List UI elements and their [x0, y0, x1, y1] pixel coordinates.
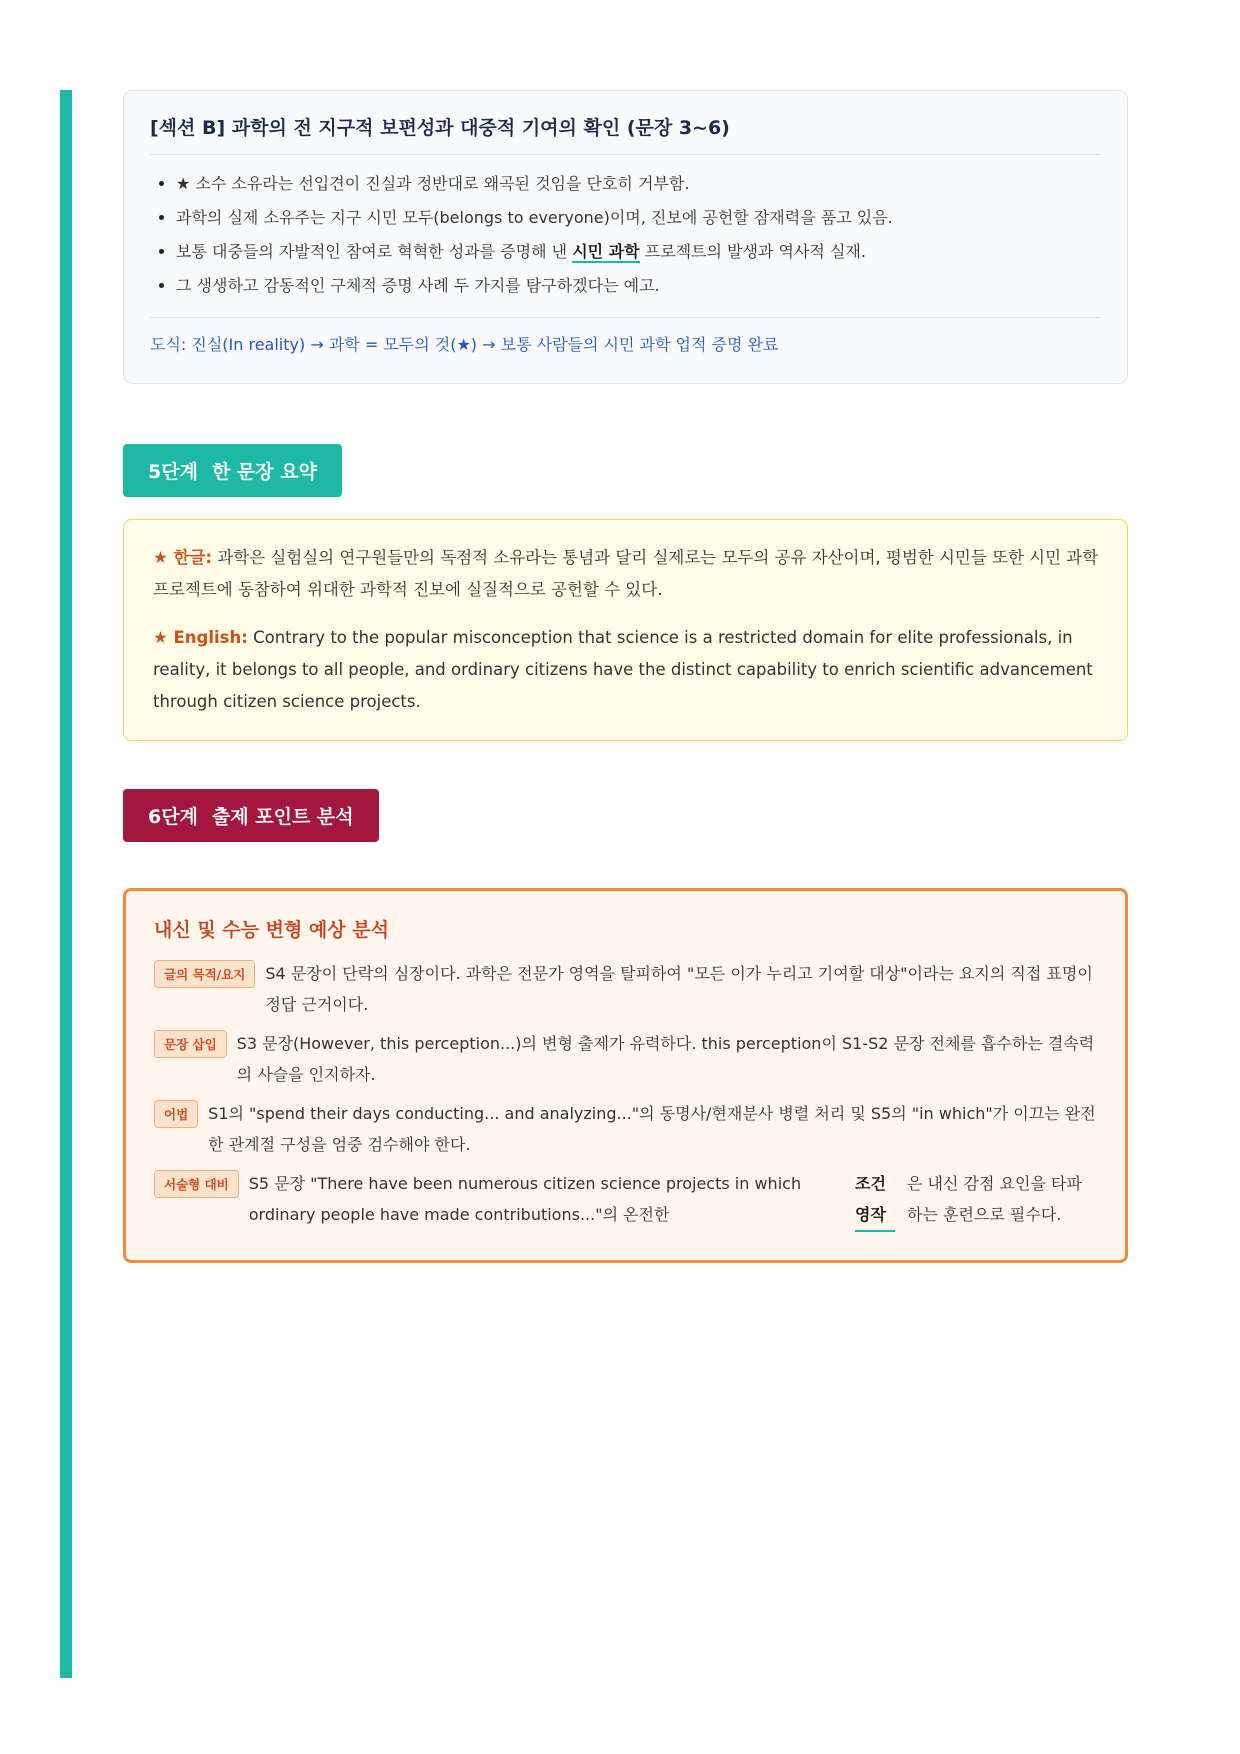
highlight-term: 조건 영작 — [855, 1168, 895, 1232]
korean-text: 과학은 실험실의 연구원들만의 독점적 소유라는 통념과 달리 실제로는 모두의 공유 자산이며, 평범한 시민들 또한 시민 과학 프로젝트에 동참하여 위대한 과학적 진보에 실질적으로 공헌할 수 있다. — [153, 548, 1099, 599]
korean-label: ★ 한글: — [153, 548, 213, 567]
page-content — [123, 90, 1128, 1263]
list-item: • 과학의 실제 소유주는 지구 시민 모두(belongs to everyone)이며, 진보에 공헌할 잠재력을 품고 있음. — [176, 201, 1101, 235]
english-label: ★ English: — [153, 628, 248, 647]
section-b-title: [섹션 B] 과학의 전 지구적 보편성과 대중적 기여의 확인 (문장 3~6) — [150, 113, 1101, 155]
left-accent-bar — [60, 90, 72, 1678]
english-text: Contrary to the popular misconception that science is a restricted domain for elite professionals, in reality, it belongs to all people, and ordinary citizens have the distinct capability to enrich scientific advancement through citizen science projects. — [153, 628, 1093, 711]
step5-header — [123, 444, 342, 497]
analysis-row — [154, 1028, 1097, 1090]
step5-title: 한 문장 요약 — [211, 461, 317, 483]
summary-card — [123, 519, 1128, 741]
bullet-text: 보통 대중들의 자발적인 참여로 혁혁한 성과를 증명해 낸 — [176, 242, 573, 261]
analysis-row — [154, 958, 1097, 1020]
analysis-badge: 글의 목적/요지 — [154, 960, 255, 988]
formula-line: 도식: 진실(In reality) → 과학 = 모두의 것(★) → 보통 사람들의 시민 과학 업적 증명 완료 — [150, 317, 1101, 355]
section-b-bullets — [150, 167, 1101, 303]
analysis-title: 내신 및 수능 변형 예상 분석 — [154, 919, 389, 941]
bullet-text: 프로젝트의 발생과 역사적 실재. — [639, 242, 866, 261]
analysis-tail-text: 은 내신 감점 요인을 타파하는 훈련으로 필수다. — [907, 1174, 1082, 1224]
analysis-text: S5 문장 "There have been numerous citizen science projects in which ordinary people have made contributions..."의 온전한 — [248, 1174, 802, 1224]
analysis-row — [154, 1168, 1097, 1232]
analysis-badge: 어법 — [154, 1100, 198, 1128]
analysis-card — [123, 888, 1128, 1263]
step6-number: 6단계 — [148, 806, 198, 828]
list-item: • ★ 소수 소유라는 선입견이 진실과 정반대로 왜곡된 것임을 단호히 거부함. — [176, 167, 1101, 201]
analysis-badge: 문장 삽입 — [154, 1030, 227, 1058]
highlight-term: 시민 과학 — [572, 242, 640, 261]
section-b-card — [123, 90, 1128, 384]
analysis-tail — [855, 1168, 1097, 1232]
step6-header — [123, 789, 379, 842]
summary-korean — [153, 542, 1101, 606]
analysis-text: S1의 "spend their days conducting... and analyzing..."의 동명사/현재분사 병렬 처리 및 S5의 "in which"가 이끄는 완전한 관계절 구성을 엄중 검수해야 한다. — [208, 1104, 1096, 1154]
analysis-text: S3 문장(However, this perception...)의 변형 출제가 유력하다. this perception이 S1-S2 문장 전체를 흡수하는 결속력의 사슬을 인지하자. — [236, 1034, 1095, 1084]
analysis-badge: 서술형 대비 — [154, 1170, 239, 1198]
summary-english — [153, 622, 1101, 718]
step5-number: 5단계 — [148, 461, 198, 483]
step6-title: 출제 포인트 분석 — [211, 806, 354, 828]
analysis-row — [154, 1098, 1097, 1160]
analysis-text: S4 문장이 단락의 심장이다. 과학은 전문가 영역을 탈피하여 "모든 이가 누리고 기여할 대상"이라는 요지의 직접 표명이 정답 근거이다. — [265, 964, 1093, 1014]
list-item: • 그 생생하고 감동적인 구체적 증명 사례 두 가지를 탐구하겠다는 예고. — [176, 269, 1101, 303]
list-item — [176, 235, 1101, 269]
